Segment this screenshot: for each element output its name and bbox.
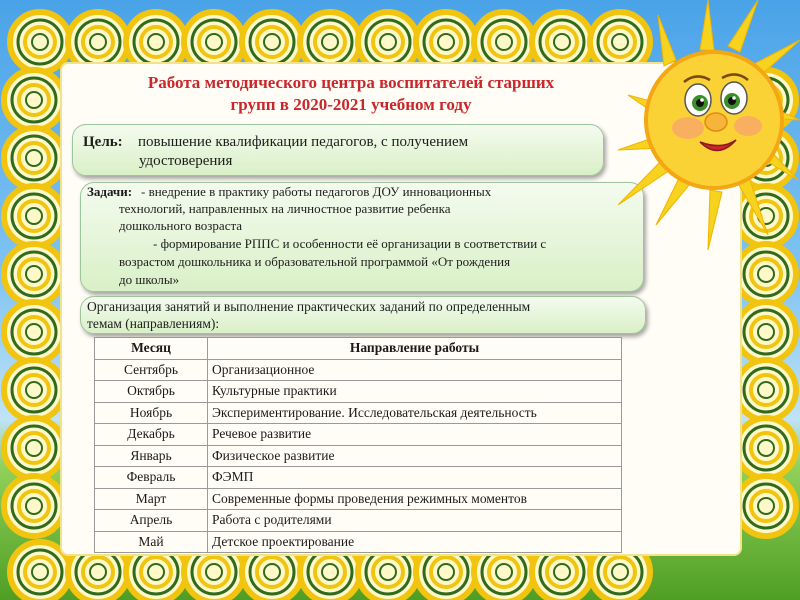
goal-label: Цель: xyxy=(83,134,123,150)
direction-cell: Экспериментирование. Исследовательская деятельность xyxy=(208,402,622,424)
direction-cell: Физическое развитие xyxy=(208,445,622,467)
sun-illustration xyxy=(618,0,800,260)
tasks-line: дошкольного возраста xyxy=(119,218,243,233)
direction-cell: Работа с родителями xyxy=(208,510,622,532)
direction-cell: ФЭМП xyxy=(208,467,622,489)
tasks-line: технологий, направленных на личностное развитие ребенка xyxy=(119,201,451,216)
table-row xyxy=(95,402,622,424)
goal-box xyxy=(72,124,604,176)
month-cell: Сентябрь xyxy=(95,359,208,381)
month-cell: Май xyxy=(95,531,208,553)
table-row xyxy=(95,445,622,467)
goal-text-line-2: удостоверения xyxy=(139,153,233,169)
tasks-box xyxy=(80,182,644,292)
title-line-1: Работа методического центра воспитателей старших xyxy=(147,73,555,92)
schedule-table xyxy=(94,337,622,553)
month-cell: Октябрь xyxy=(95,381,208,403)
table-row xyxy=(95,381,622,403)
table-row xyxy=(95,531,622,553)
month-cell: Декабрь xyxy=(95,424,208,446)
table-row xyxy=(95,510,622,532)
organization-line-1: Организация занятий и выполнение практических заданий по определенным xyxy=(87,299,531,314)
month-cell: Март xyxy=(95,488,208,510)
direction-cell: Детское проектирование xyxy=(208,531,622,553)
tasks-line: до школы» xyxy=(119,272,180,287)
tasks-line: - внедрение в практику работы педагогов ДОУ инновационных xyxy=(141,184,492,199)
column-header-direction: Направление работы xyxy=(208,338,622,360)
goal-text-line-1: повышение квалификации педагогов, с получением xyxy=(138,134,469,150)
tasks-line: возрастом дошкольника и образовательной программой «От рождения xyxy=(119,254,511,269)
tasks-line: - формирование РППС и особенности её организации в соответствии с xyxy=(153,236,547,251)
sun-nose xyxy=(705,113,727,131)
direction-cell: Речевое развитие xyxy=(208,424,622,446)
tasks-label: Задачи: xyxy=(87,184,133,199)
title-line-2: групп в 2020-2021 учебном году xyxy=(230,95,472,114)
month-cell: Февраль xyxy=(95,467,208,489)
table-row xyxy=(95,424,622,446)
organization-box xyxy=(80,296,646,334)
direction-cell: Культурные практики xyxy=(208,381,622,403)
table-row xyxy=(95,467,622,489)
table-header-row xyxy=(95,338,622,360)
organization-line-2: темам (направлениям): xyxy=(87,316,220,331)
month-cell: Январь xyxy=(95,445,208,467)
table-row xyxy=(95,359,622,381)
column-header-month: Месяц xyxy=(95,338,208,360)
direction-cell: Современные формы проведения режимных моментов xyxy=(208,488,622,510)
page-title xyxy=(62,72,640,116)
month-cell: Ноябрь xyxy=(95,402,208,424)
month-cell: Апрель xyxy=(95,510,208,532)
direction-cell: Организационное xyxy=(208,359,622,381)
table-row xyxy=(95,488,622,510)
